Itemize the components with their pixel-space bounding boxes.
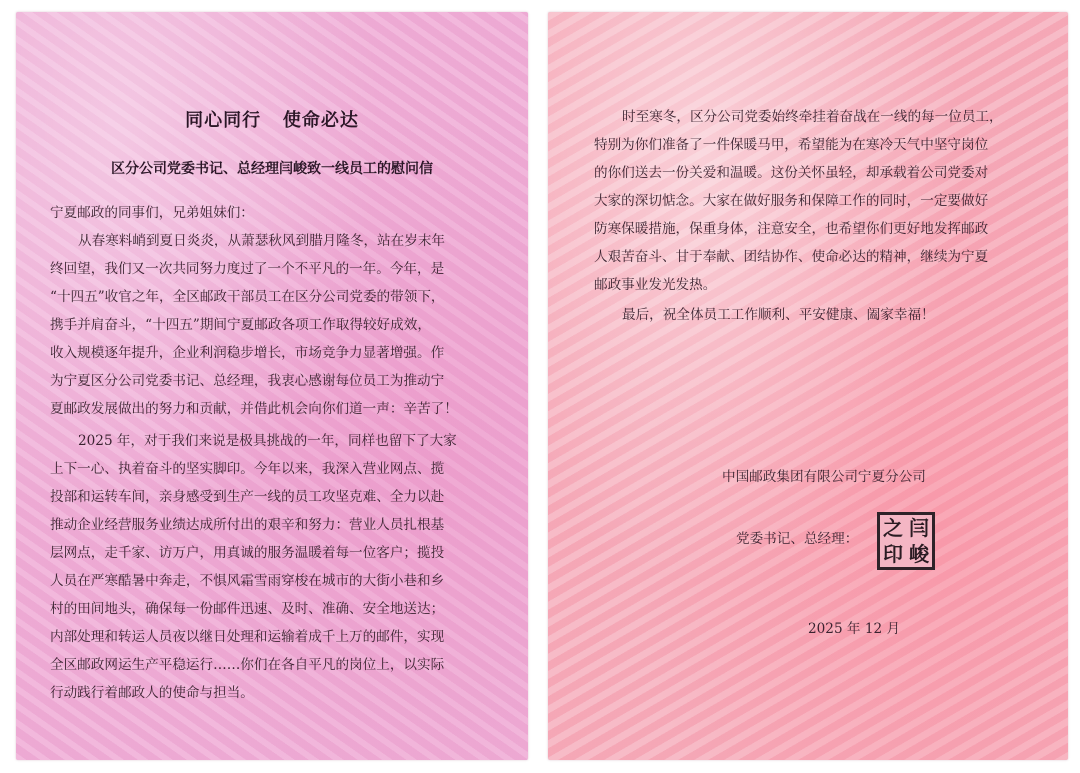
letter-page-right [548, 12, 1068, 760]
body-line: 大家的深切惦念。大家在做好服务和保障工作的同时，一定要做好 [594, 193, 989, 209]
letter-title: 同心同行 使命必达 [185, 110, 359, 131]
body-line: 全区邮政网运生产平稳运行……你们在各自平凡的岗位上，以实际 [50, 657, 445, 673]
body-line: 特别为你们准备了一件保暖马甲，希望能为在寒冷天气中坚守岗位 [594, 137, 989, 153]
official-seal-stamp: 之 闫 印 峻 [877, 512, 935, 570]
body-line: 的你们送去一份关爱和温暖。这份关怀虽轻，却承载着公司党委对 [594, 165, 989, 181]
body-line: 行动践行着邮政人的使命与担当。 [50, 685, 254, 701]
body-line: 内部处理和转运人员夜以继日处理和运输着成千上万的邮件，实现 [50, 629, 445, 645]
body-line: 为宁夏区分公司党委书记、总经理，我衷心感谢每位员工为推动宁 [50, 373, 445, 389]
salutation: 宁夏邮政的同事们，兄弟姐妹们： [50, 205, 254, 221]
body-line: 上下一心、执着奋斗的坚实脚印。今年以来，我深入营业网点、揽 [50, 461, 445, 477]
body-line: 层网点，走千家、访万户，用真诚的服务温暖着每一位客户；揽投 [50, 545, 445, 561]
organization-name: 中国邮政集团有限公司宁夏分公司 [722, 469, 926, 485]
closing-wish: 最后，祝全体员工工作顺利、平安健康、阖家幸福！ [622, 307, 935, 323]
letter-date: 2025 年 12 月 [808, 621, 901, 637]
signatory-label: 党委书记、总经理： [736, 531, 859, 547]
body-line: 村的田间地头，确保每一份邮件迅速、及时、准确、安全地送达； [50, 601, 445, 617]
body-line: 防寒保暖措施，保重身体，注意安全，也希望你们更好地发挥邮政 [594, 221, 989, 237]
body-line: 携手并肩奋斗，“十四五”期间宁夏邮政各项工作取得较好成效， [50, 317, 431, 333]
body-line: 收入规模逐年提升，企业利润稳步增长，市场竞争力显著增强。作 [50, 345, 445, 361]
body-line: 时至寒冬，区分公司党委始终牵挂着奋战在一线的每一位员工， [622, 109, 1003, 125]
body-line: 推动企业经营服务业绩达成所付出的艰辛和努力：营业人员扎根基 [50, 517, 445, 533]
body-line: 人艰苦奋斗、甘于奉献、团结协作、使命必达的精神，继续为宁夏 [594, 249, 989, 265]
body-line: 人员在严寒酷暑中奔走，不惧风霜雪雨穿梭在城市的大街小巷和乡 [50, 573, 445, 589]
body-line: “十四五”收官之年，全区邮政干部员工在区分公司党委的带领下， [50, 289, 445, 305]
body-line: 投部和运转车间，亲身感受到生产一线的员工攻坚克难、全力以赴 [50, 489, 445, 505]
letter-subtitle: 区分公司党委书记、总经理闫峻致一线员工的慰问信 [111, 161, 433, 177]
body-line: 从春寒料峭到夏日炎炎，从萧瑟秋风到腊月隆冬，站在岁末年 [78, 233, 446, 249]
letter-page-left [16, 12, 528, 760]
body-line: 邮政事业发光发热。 [594, 277, 717, 293]
body-line: 2025 年，对于我们来说是极具挑战的一年，同样也留下了大家 [78, 433, 457, 449]
body-line: 夏邮政发展做出的努力和贡献，并借此机会向你们道一声：辛苦了！ [50, 401, 458, 417]
body-line: 终回望，我们又一次共同努力度过了一个不平凡的一年。今年，是 [50, 261, 445, 277]
